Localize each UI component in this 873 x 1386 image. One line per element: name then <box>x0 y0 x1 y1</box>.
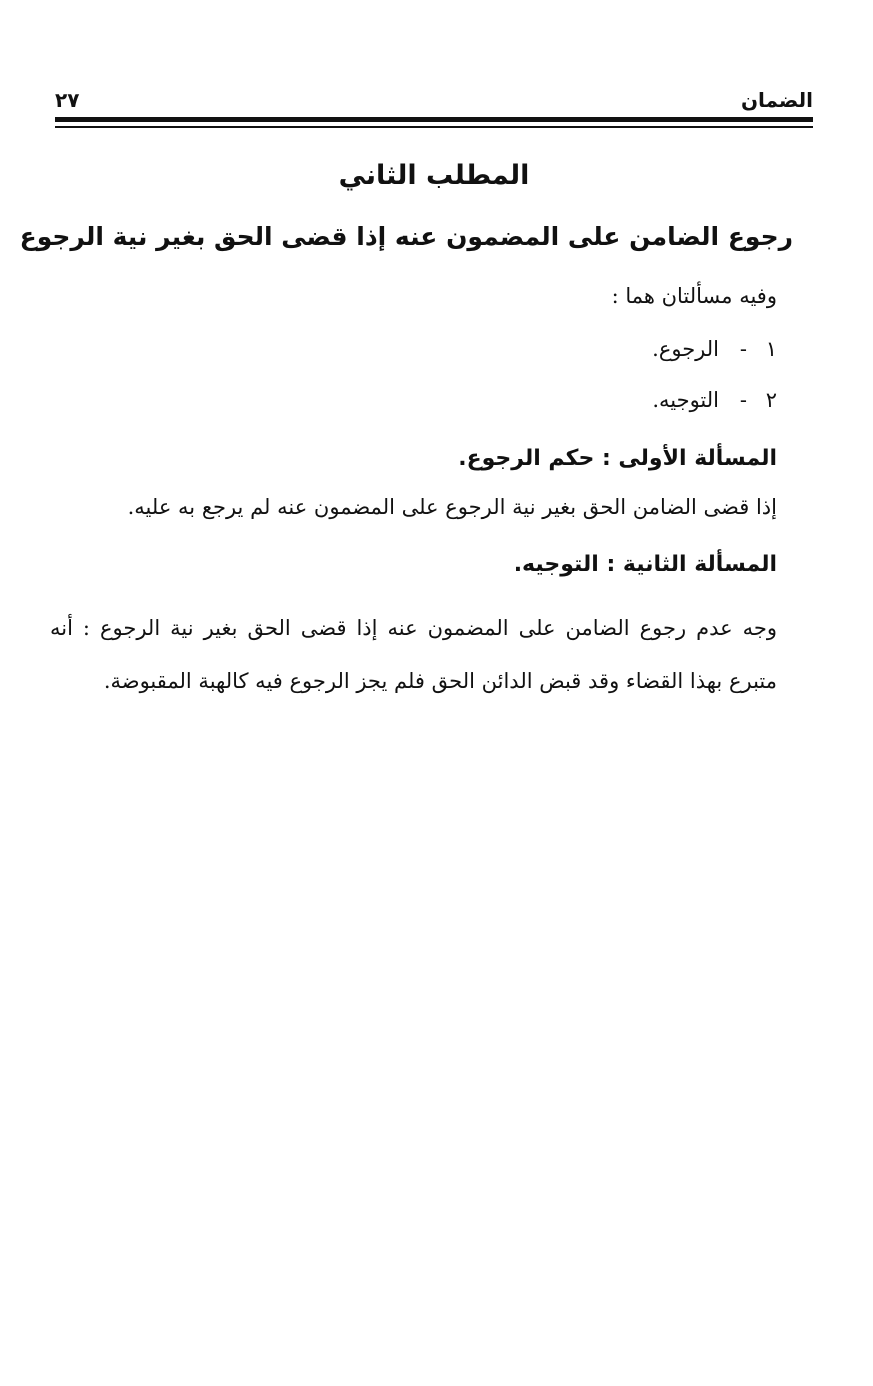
list-item-number: ٢ <box>765 388 777 412</box>
header-rule-thin <box>55 126 813 128</box>
section-subtitle: رجوع الضامن على المضمون عنه إذا قضى الحق بغير نية الرجوع <box>19 222 793 251</box>
page-header <box>55 82 813 112</box>
issue-one-heading: المسألة الأولى : حكم الرجوع. <box>458 446 777 471</box>
issue-two-text: وجه عدم رجوع الضامن على المضمون عنه إذا قضى الحق بغير نية الرجوع : أنه متبرع بهذا القضاء وقد قبض الدائن الحق فلم يجز الرجوع فيه كالهبة المقبوضة. <box>50 616 777 693</box>
intro-text: وفيه مسألتان هما : <box>611 284 777 308</box>
list-item <box>55 388 777 412</box>
issue-two-heading: المسألة الثانية : التوجيه. <box>513 552 777 577</box>
page-number: ٢٧ <box>55 88 80 112</box>
list-item-text: الرجوع. <box>652 337 719 361</box>
running-title: الضمان <box>740 88 813 112</box>
list-item-text: التوجيه. <box>652 388 719 412</box>
list-item <box>55 337 777 361</box>
list-item-dash: - <box>739 337 747 361</box>
header-rule-thick <box>55 117 813 122</box>
list-item-number: ١ <box>765 337 777 361</box>
list-item-dash: - <box>739 388 747 412</box>
section-title: المطلب الثاني <box>338 160 530 191</box>
issue-one-text: إذا قضى الضامن الحق بغير نية الرجوع على المضمون عنه لم يرجع به عليه. <box>127 495 777 519</box>
